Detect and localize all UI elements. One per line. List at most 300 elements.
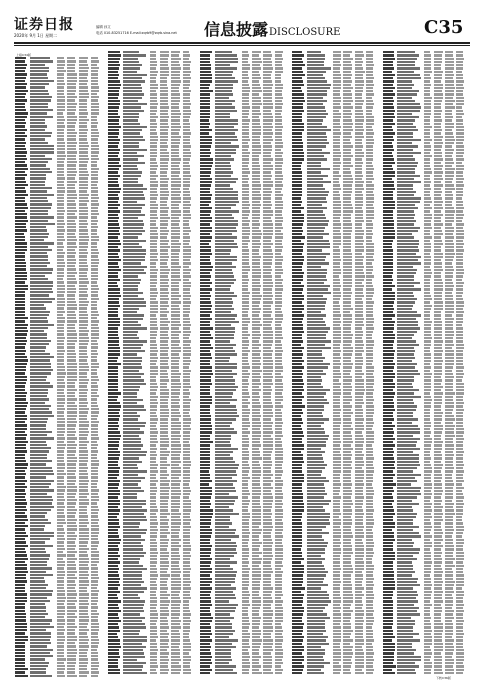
table-cell	[200, 477, 210, 479]
table-row	[14, 246, 105, 248]
table-cell	[183, 500, 191, 502]
table-cell	[183, 119, 189, 121]
table-cell	[91, 294, 98, 296]
table-cell	[79, 405, 87, 407]
table-cell	[307, 110, 326, 112]
table-cell	[150, 558, 157, 560]
table-cell	[160, 321, 170, 323]
table-cell	[366, 324, 373, 326]
table-cell	[275, 282, 281, 284]
table-cell	[200, 604, 213, 606]
table-cell	[252, 526, 260, 528]
table-cell	[215, 344, 236, 346]
table-cell	[171, 594, 179, 596]
table-cell	[123, 604, 145, 606]
table-cell	[15, 415, 27, 417]
table-cell	[333, 438, 340, 440]
table-cell	[275, 639, 283, 641]
table-cell	[355, 246, 364, 248]
table-row	[199, 318, 289, 320]
table-cell	[30, 168, 50, 170]
table-row	[107, 223, 197, 225]
table-row	[107, 318, 197, 320]
table-row	[291, 139, 380, 141]
table-row	[199, 347, 289, 349]
table-cell	[355, 116, 364, 118]
table-cell	[333, 428, 340, 430]
table-row	[107, 412, 197, 414]
table-cell	[123, 266, 147, 268]
table-cell	[171, 454, 180, 456]
table-cell	[252, 587, 260, 589]
table-cell	[275, 331, 282, 333]
table-cell	[15, 652, 26, 654]
table-cell	[275, 542, 282, 544]
table-cell	[160, 565, 170, 567]
table-cell	[150, 519, 157, 521]
table-cell	[57, 239, 65, 241]
table-cell	[150, 555, 157, 557]
table-row	[291, 106, 380, 108]
table-cell	[200, 506, 210, 508]
table-row	[14, 470, 105, 472]
table-cell	[15, 421, 25, 423]
table-cell	[215, 470, 237, 472]
table-cell	[79, 275, 86, 277]
table-cell	[160, 656, 168, 658]
table-cell	[215, 493, 229, 495]
table-cell	[292, 171, 303, 173]
table-cell	[171, 194, 180, 196]
table-row	[199, 522, 289, 524]
table-cell	[215, 136, 237, 138]
table-cell	[123, 613, 140, 615]
table-row	[14, 476, 105, 478]
table-cell	[215, 539, 232, 541]
table-cell	[343, 71, 350, 73]
table-cell	[171, 376, 180, 378]
table-cell	[307, 483, 325, 485]
table-row	[107, 555, 197, 557]
table-cell	[200, 184, 212, 186]
table-cell	[91, 405, 98, 407]
table-cell	[183, 152, 191, 154]
table-cell	[57, 317, 65, 319]
table-cell	[150, 561, 157, 563]
table-cell	[200, 142, 212, 144]
table-cell	[200, 110, 210, 112]
table-row	[107, 431, 197, 433]
table-cell	[343, 376, 352, 378]
table-cell	[171, 422, 181, 424]
table-cell	[366, 207, 374, 209]
table-row	[199, 584, 289, 586]
table-cell	[79, 600, 88, 602]
table-cell	[108, 145, 118, 147]
table-cell	[183, 555, 191, 557]
table-row	[14, 629, 105, 631]
table-cell	[215, 464, 239, 466]
table-cell	[252, 529, 262, 531]
table-cell	[183, 210, 190, 212]
table-cell	[15, 200, 26, 202]
table-cell	[242, 311, 249, 313]
table-cell	[307, 84, 331, 86]
table-cell	[15, 629, 28, 631]
table-row	[291, 285, 380, 287]
table-cell	[242, 204, 250, 206]
table-cell	[123, 587, 147, 589]
table-cell	[355, 480, 363, 482]
table-cell	[200, 587, 212, 589]
table-cell	[108, 61, 120, 63]
table-cell	[242, 669, 249, 671]
table-row	[107, 197, 197, 199]
table-cell	[242, 67, 250, 69]
table-cell	[79, 255, 87, 257]
table-cell	[333, 110, 339, 112]
table-cell	[160, 461, 167, 463]
table-row	[291, 54, 380, 56]
table-cell	[333, 396, 340, 398]
table-cell	[252, 292, 260, 294]
table-cell	[215, 399, 237, 401]
table-row	[291, 275, 380, 277]
table-cell	[333, 158, 340, 160]
table-cell	[67, 278, 76, 280]
table-row	[199, 444, 289, 446]
table-cell	[171, 256, 179, 258]
table-cell	[263, 308, 271, 310]
table-cell	[67, 77, 76, 79]
table-cell	[150, 370, 158, 372]
table-cell	[160, 272, 169, 274]
editor-line: 编辑 孙文	[96, 25, 111, 29]
table-cell	[183, 529, 190, 531]
table-cell	[79, 392, 87, 394]
table-cell	[15, 96, 26, 98]
table-cell	[108, 350, 121, 352]
table-cell	[215, 353, 237, 355]
table-cell	[160, 643, 168, 645]
table-cell	[150, 269, 158, 271]
table-cell	[15, 164, 27, 166]
table-cell	[15, 330, 28, 332]
table-cell	[263, 490, 271, 492]
table-cell	[108, 636, 119, 638]
table-cell	[160, 285, 169, 287]
table-cell	[171, 165, 179, 167]
table-cell	[79, 385, 87, 387]
table-row	[107, 526, 197, 528]
table-cell	[67, 229, 76, 231]
table-cell	[263, 643, 272, 645]
table-cell	[150, 649, 158, 651]
table-cell	[123, 461, 143, 463]
table-cell	[355, 184, 363, 186]
table-cell	[215, 259, 237, 261]
table-cell	[263, 123, 272, 125]
table-cell	[275, 548, 283, 550]
table-cell	[160, 483, 169, 485]
table-cell	[333, 318, 339, 320]
table-cell	[91, 320, 99, 322]
table-cell	[171, 444, 180, 446]
table-cell	[366, 152, 373, 154]
table-cell	[263, 493, 271, 495]
table-cell	[307, 451, 326, 453]
table-row	[199, 97, 289, 99]
table-cell	[242, 659, 249, 661]
table-cell	[200, 301, 212, 303]
table-cell	[252, 366, 260, 368]
table-cell	[307, 61, 324, 63]
table-cell	[200, 314, 210, 316]
table-cell	[171, 405, 180, 407]
table-cell	[15, 171, 26, 173]
table-cell	[91, 314, 99, 316]
table-cell	[242, 103, 250, 105]
table-cell	[160, 344, 169, 346]
table-cell	[91, 255, 98, 257]
table-cell	[215, 565, 231, 567]
table-cell	[292, 178, 302, 180]
table-row	[107, 194, 197, 196]
table-cell	[292, 217, 304, 219]
table-cell	[242, 441, 249, 443]
table-row	[107, 220, 197, 222]
table-cell	[366, 139, 374, 141]
table-cell	[91, 70, 98, 72]
table-cell	[275, 256, 283, 258]
table-cell	[15, 236, 25, 238]
table-cell	[123, 197, 145, 199]
table-row	[291, 145, 380, 147]
table-cell	[160, 240, 169, 242]
table-row	[199, 305, 289, 307]
table-cell	[123, 392, 137, 394]
table-cell	[79, 213, 87, 215]
table-cell	[171, 201, 181, 203]
table-cell	[307, 467, 325, 469]
table-cell	[91, 515, 98, 517]
table-cell	[123, 386, 140, 388]
table-cell	[123, 418, 139, 420]
table-cell	[30, 385, 53, 387]
table-cell	[15, 463, 28, 465]
table-row	[14, 278, 105, 280]
table-cell	[183, 490, 191, 492]
table-cell	[242, 428, 248, 430]
table-cell	[200, 649, 211, 651]
table-row	[199, 558, 289, 560]
table-cell	[30, 226, 46, 228]
table-cell	[292, 353, 304, 355]
table-cell	[333, 80, 341, 82]
table-cell	[252, 155, 260, 157]
table-row	[199, 321, 289, 323]
table-cell	[275, 227, 283, 229]
table-row	[14, 197, 105, 199]
table-row	[199, 649, 289, 651]
table-cell	[171, 93, 179, 95]
table-cell	[79, 610, 88, 612]
table-row	[291, 282, 380, 284]
table-row	[199, 591, 289, 593]
table-cell	[79, 395, 87, 397]
table-cell	[15, 129, 27, 131]
table-cell	[183, 116, 190, 118]
table-cell	[252, 93, 260, 95]
table-cell	[215, 188, 233, 190]
table-cell	[160, 532, 170, 534]
table-cell	[160, 123, 168, 125]
table-row	[291, 431, 380, 433]
table-cell	[275, 279, 283, 281]
table-cell	[171, 282, 179, 284]
table-cell	[30, 675, 52, 677]
table-row	[107, 132, 197, 134]
table-row	[107, 659, 197, 661]
table-cell	[30, 333, 47, 335]
table-cell	[333, 184, 339, 186]
table-cell	[123, 207, 142, 209]
table-cell	[307, 360, 323, 362]
table-cell	[355, 214, 363, 216]
table-cell	[79, 249, 87, 251]
table-cell	[79, 57, 88, 59]
table-row	[107, 340, 197, 342]
table-cell	[200, 207, 212, 209]
table-cell	[263, 500, 272, 502]
table-cell	[67, 525, 77, 527]
table-cell	[150, 418, 158, 420]
table-cell	[366, 145, 373, 147]
table-cell	[171, 230, 179, 232]
table-cell	[15, 298, 25, 300]
table-cell	[333, 409, 340, 411]
table-cell	[343, 383, 351, 385]
table-cell	[200, 201, 211, 203]
table-cell	[150, 249, 158, 251]
table-cell	[30, 340, 51, 342]
table-cell	[15, 551, 26, 553]
table-cell	[123, 142, 139, 144]
table-row	[107, 646, 197, 648]
table-cell	[200, 600, 211, 602]
table-cell	[150, 318, 157, 320]
table-row	[199, 568, 289, 570]
table-cell	[307, 415, 323, 417]
table-cell	[252, 571, 261, 573]
table-cell	[91, 119, 97, 121]
table-cell	[263, 181, 273, 183]
table-cell	[57, 281, 64, 283]
table-row	[14, 298, 105, 300]
table-cell	[108, 597, 119, 599]
table-cell	[171, 64, 179, 66]
table-row	[199, 220, 289, 222]
table-cell	[292, 402, 303, 404]
table-cell	[108, 610, 121, 612]
table-cell	[108, 113, 118, 115]
table-cell	[183, 526, 191, 528]
table-cell	[67, 226, 75, 228]
table-cell	[242, 214, 249, 216]
table-cell	[160, 80, 167, 82]
table-cell	[275, 288, 282, 290]
table-cell	[183, 617, 189, 619]
table-cell	[215, 197, 238, 199]
table-cell	[355, 396, 363, 398]
table-cell	[57, 369, 65, 371]
table-cell	[123, 236, 138, 238]
table-cell	[183, 162, 189, 164]
table-row	[14, 460, 105, 462]
table-cell	[91, 298, 99, 300]
table-row	[107, 545, 197, 547]
table-row	[199, 168, 289, 170]
table-cell	[57, 489, 65, 491]
table-row	[107, 383, 197, 385]
table-cell	[242, 308, 250, 310]
table-cell	[91, 632, 98, 634]
table-cell	[275, 106, 282, 108]
table-row	[199, 571, 289, 573]
table-cell	[91, 337, 99, 339]
table-cell	[307, 353, 323, 355]
table-cell	[355, 357, 363, 359]
table-cell	[252, 584, 261, 586]
table-cell	[252, 646, 261, 648]
table-cell	[275, 438, 281, 440]
table-row	[14, 385, 105, 387]
table-cell	[333, 162, 341, 164]
table-cell	[215, 613, 231, 615]
table-cell	[150, 639, 156, 641]
table-row	[14, 392, 105, 394]
table-cell	[67, 551, 76, 553]
table-cell	[150, 610, 157, 612]
table-cell	[215, 331, 235, 333]
table-cell	[242, 597, 250, 599]
table-cell	[171, 373, 181, 375]
table-cell	[200, 431, 213, 433]
table-cell	[160, 132, 168, 134]
table-cell	[79, 363, 88, 365]
table-cell	[215, 191, 238, 193]
table-cell	[171, 630, 179, 632]
table-cell	[150, 360, 157, 362]
table-row	[107, 591, 197, 593]
table-cell	[333, 77, 340, 79]
table-cell	[200, 90, 213, 92]
table-cell	[150, 236, 158, 238]
table-cell	[150, 623, 157, 625]
table-cell	[200, 363, 211, 365]
table-cell	[242, 269, 250, 271]
table-cell	[355, 337, 363, 339]
table-row	[14, 272, 105, 274]
table-cell	[183, 340, 191, 342]
table-cell	[183, 149, 190, 151]
table-row	[199, 617, 289, 619]
table-cell	[30, 158, 53, 160]
table-cell	[160, 386, 168, 388]
table-cell	[108, 373, 118, 375]
table-cell	[263, 389, 271, 391]
table-cell	[15, 379, 28, 381]
